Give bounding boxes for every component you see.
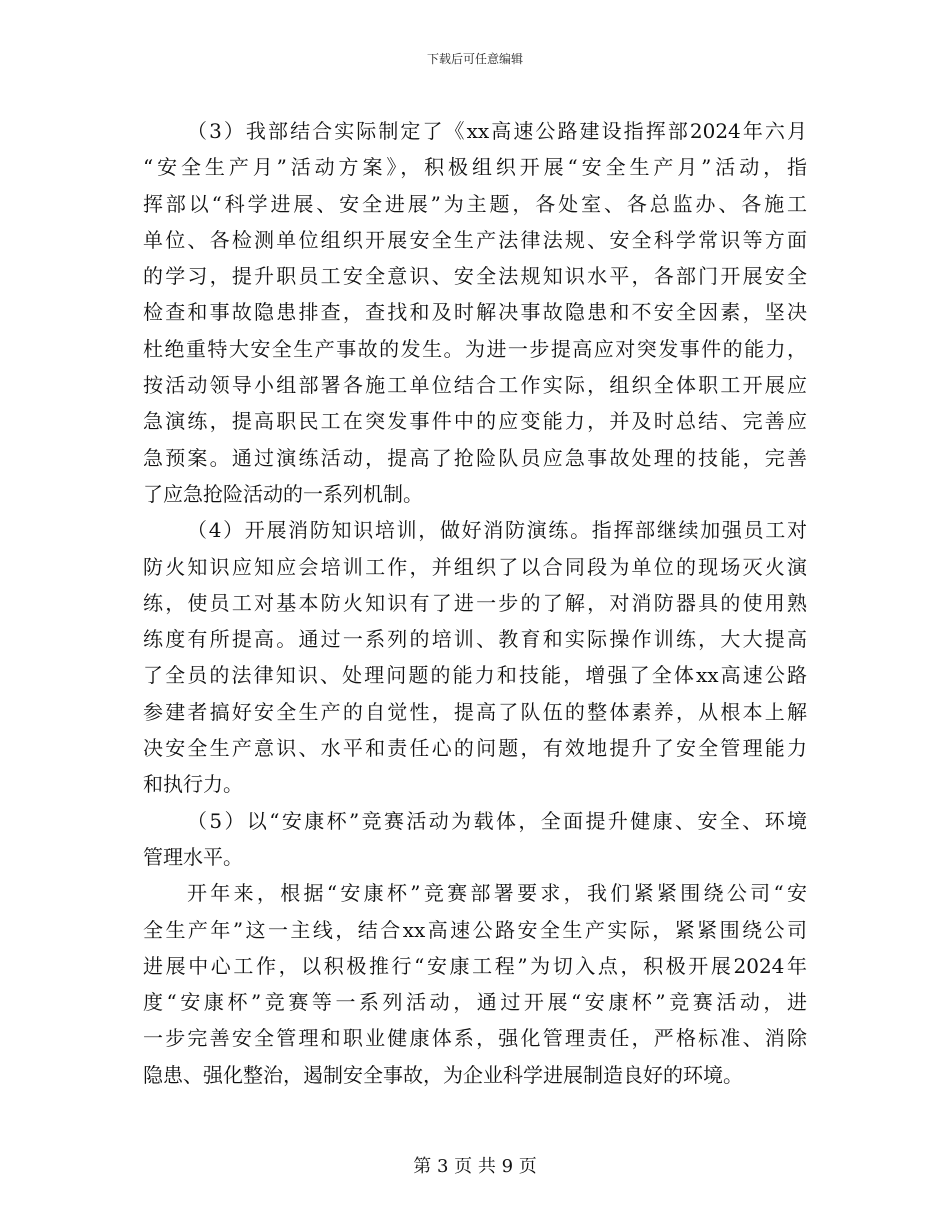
text-line: 单位、各检测单位组织开展安全生产法律法规、安全科学常识等方面 (143, 227, 807, 252)
text-line: “安全生产月”活动方案》，积极组织开展“安全生产月”活动，指 (143, 155, 807, 180)
paragraph-3 (143, 113, 807, 512)
text-line: 急预案。通过演练活动，提高了抢险队员应急事故处理的技能，完善 (143, 445, 807, 470)
paragraph-5 (143, 803, 807, 876)
text-line: 的学习，提升职员工安全意识、安全法规知识水平，各部门开展安全 (143, 264, 807, 289)
text-line: 度“安康杯”竞赛等一系列活动，通过开展“安康杯”竞赛活动，进 (143, 990, 807, 1015)
text-line: 进展中心工作，以积极推行“安康工程”为切入点，积极开展2024年 (143, 953, 807, 978)
text-line: 防火知识应知应会培训工作，并组织了以合同段为单位的现场灭火演 (143, 554, 807, 579)
text-line: 了应急抢险活动的一系列机制。 (143, 481, 423, 506)
text-line: 开年来，根据“安康杯”竞赛部署要求，我们紧紧围绕公司“安 (187, 881, 807, 906)
text-line: （4）开展消防知识培训，做好消防演练。指挥部继续加强员工对 (187, 518, 807, 543)
text-line: （3）我部结合实际制定了《xx高速公路建设指挥部2024年六月 (187, 119, 807, 143)
paragraph-summary (143, 875, 807, 1093)
text-line: 参建者搞好安全生产的自觉性，提高了队伍的整体素养，从根本上解 (143, 699, 807, 724)
text-line: 了全员的法律知识、处理问题的能力和技能，增强了全体xx高速公路 (143, 663, 807, 688)
text-line: 隐患、强化整治，遏制安全事故，为企业科学进展制造良好的环境。 (143, 1062, 743, 1087)
text-line: 杜绝重特大安全生产事故的发生。为进一步提高应对突发事件的能力， (143, 336, 807, 361)
text-line: 管理水平。 (143, 844, 243, 869)
page-footer: 第 3 页 共 9 页 (413, 1156, 537, 1177)
document-body (143, 113, 807, 1093)
page-header: 下载后可任意编辑 (426, 52, 523, 66)
text-line: 决安全生产意识、水平和责任心的问题，有效地提升了安全管理能力 (143, 736, 807, 761)
text-line: 练，使员工对基本防火知识有了进一步的了解，对消防器具的使用熟 (143, 590, 807, 615)
paragraph-4 (143, 512, 807, 802)
text-line: 和执行力。 (143, 772, 243, 797)
text-line: （5）以“安康杯”竞赛活动为载体，全面提升健康、安全、环境 (187, 808, 807, 833)
text-line: 挥部以“科学进展、安全进展”为主题，各处室、各总监办、各施工 (143, 191, 807, 216)
text-line: 检查和事故隐患排查，查找和及时解决事故隐患和不安全因素，坚决 (143, 300, 807, 325)
text-line: 练度有所提高。通过一系列的培训、教育和实际操作训练，大大提高 (143, 627, 807, 652)
text-line: 急演练，提高职民工在突发事件中的应变能力，并及时总结、完善应 (143, 409, 807, 434)
text-line: 全生产年”这一主线，结合xx高速公路安全生产实际，紧紧围绕公司 (143, 917, 807, 942)
text-line: 一步完善安全管理和职业健康体系，强化管理责任，严格标准、消除 (143, 1026, 807, 1051)
text-line: 按活动领导小组部署各施工单位结合工作实际，组织全体职工开展应 (143, 373, 807, 398)
